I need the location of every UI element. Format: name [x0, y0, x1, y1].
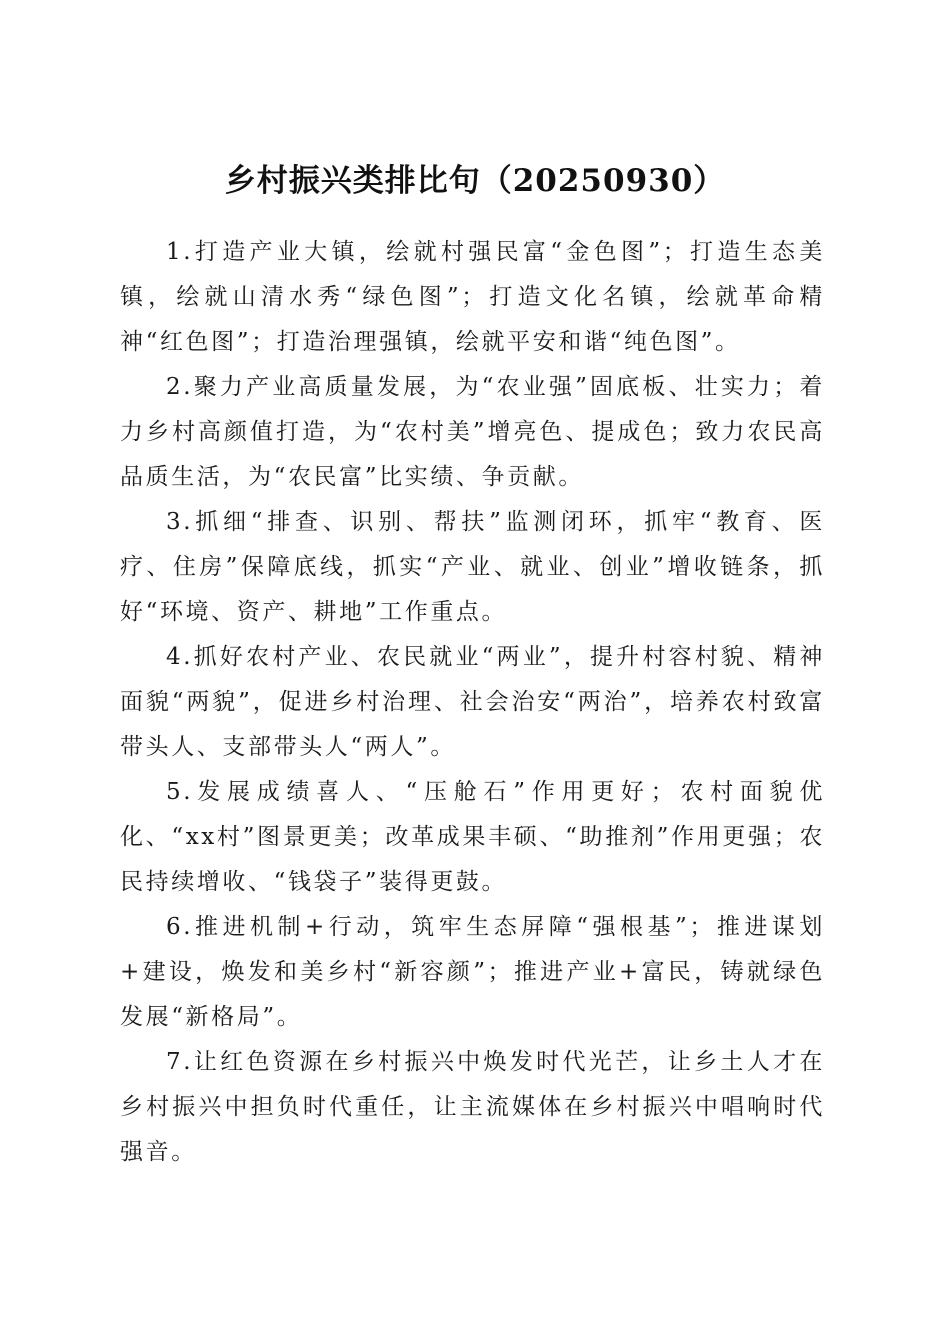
paragraph-6: 6.推进机制+行动，筑牢生态屏障“强根基”；推进谋划+建设，焕发和美乡村“新容颜”；推进产业+富民，铸就绿色发展“新格局”。 [120, 914, 825, 1030]
paragraph-4: 4.抓好农村产业、农民就业“两业”，提升村容村貌、精神面貌“两貌”，促进乡村治理、社会治安“两治”，培养农村致富带头人、支部带头人“两人”。 [120, 644, 825, 760]
paragraph-2: 2.聚力产业高质量发展，为“农业强”固底板、壮实力；着力乡村高颜值打造，为“农村美”增亮色、提成色；致力农民高品质生活，为“农民富”比实绩、争贡献。 [120, 374, 825, 490]
paragraph-5: 5.发展成绩喜人、“压舱石”作用更好；农村面貌优化、“xx村”图景更美；改革成果丰硕、“助推剂”作用更强；农民持续增收、“钱袋子”装得更鼓。 [120, 779, 825, 895]
paragraph-3: 3.抓细“排查、识别、帮扶”监测闭环，抓牢“教育、医疗、住房”保障底线，抓实“产业、就业、创业”增收链条，抓好“环境、资产、耕地”工作重点。 [120, 509, 825, 625]
paragraph-7: 7.让红色资源在乡村振兴中焕发时代光芒，让乡土人才在乡村振兴中担负时代重任，让主流媒体在乡村振兴中唱响时代强音。 [120, 1049, 825, 1165]
document-title: 乡村振兴类排比句（20250930） [224, 162, 726, 199]
document-body [120, 230, 825, 1175]
paragraph-1: 1.打造产业大镇，绘就村强民富“金色图”；打造生态美镇，绘就山清水秀“绿色图”；打造文化名镇，绘就革命精神“红色图”；打造治理强镇，绘就平安和谐“纯色图”。 [120, 239, 825, 355]
